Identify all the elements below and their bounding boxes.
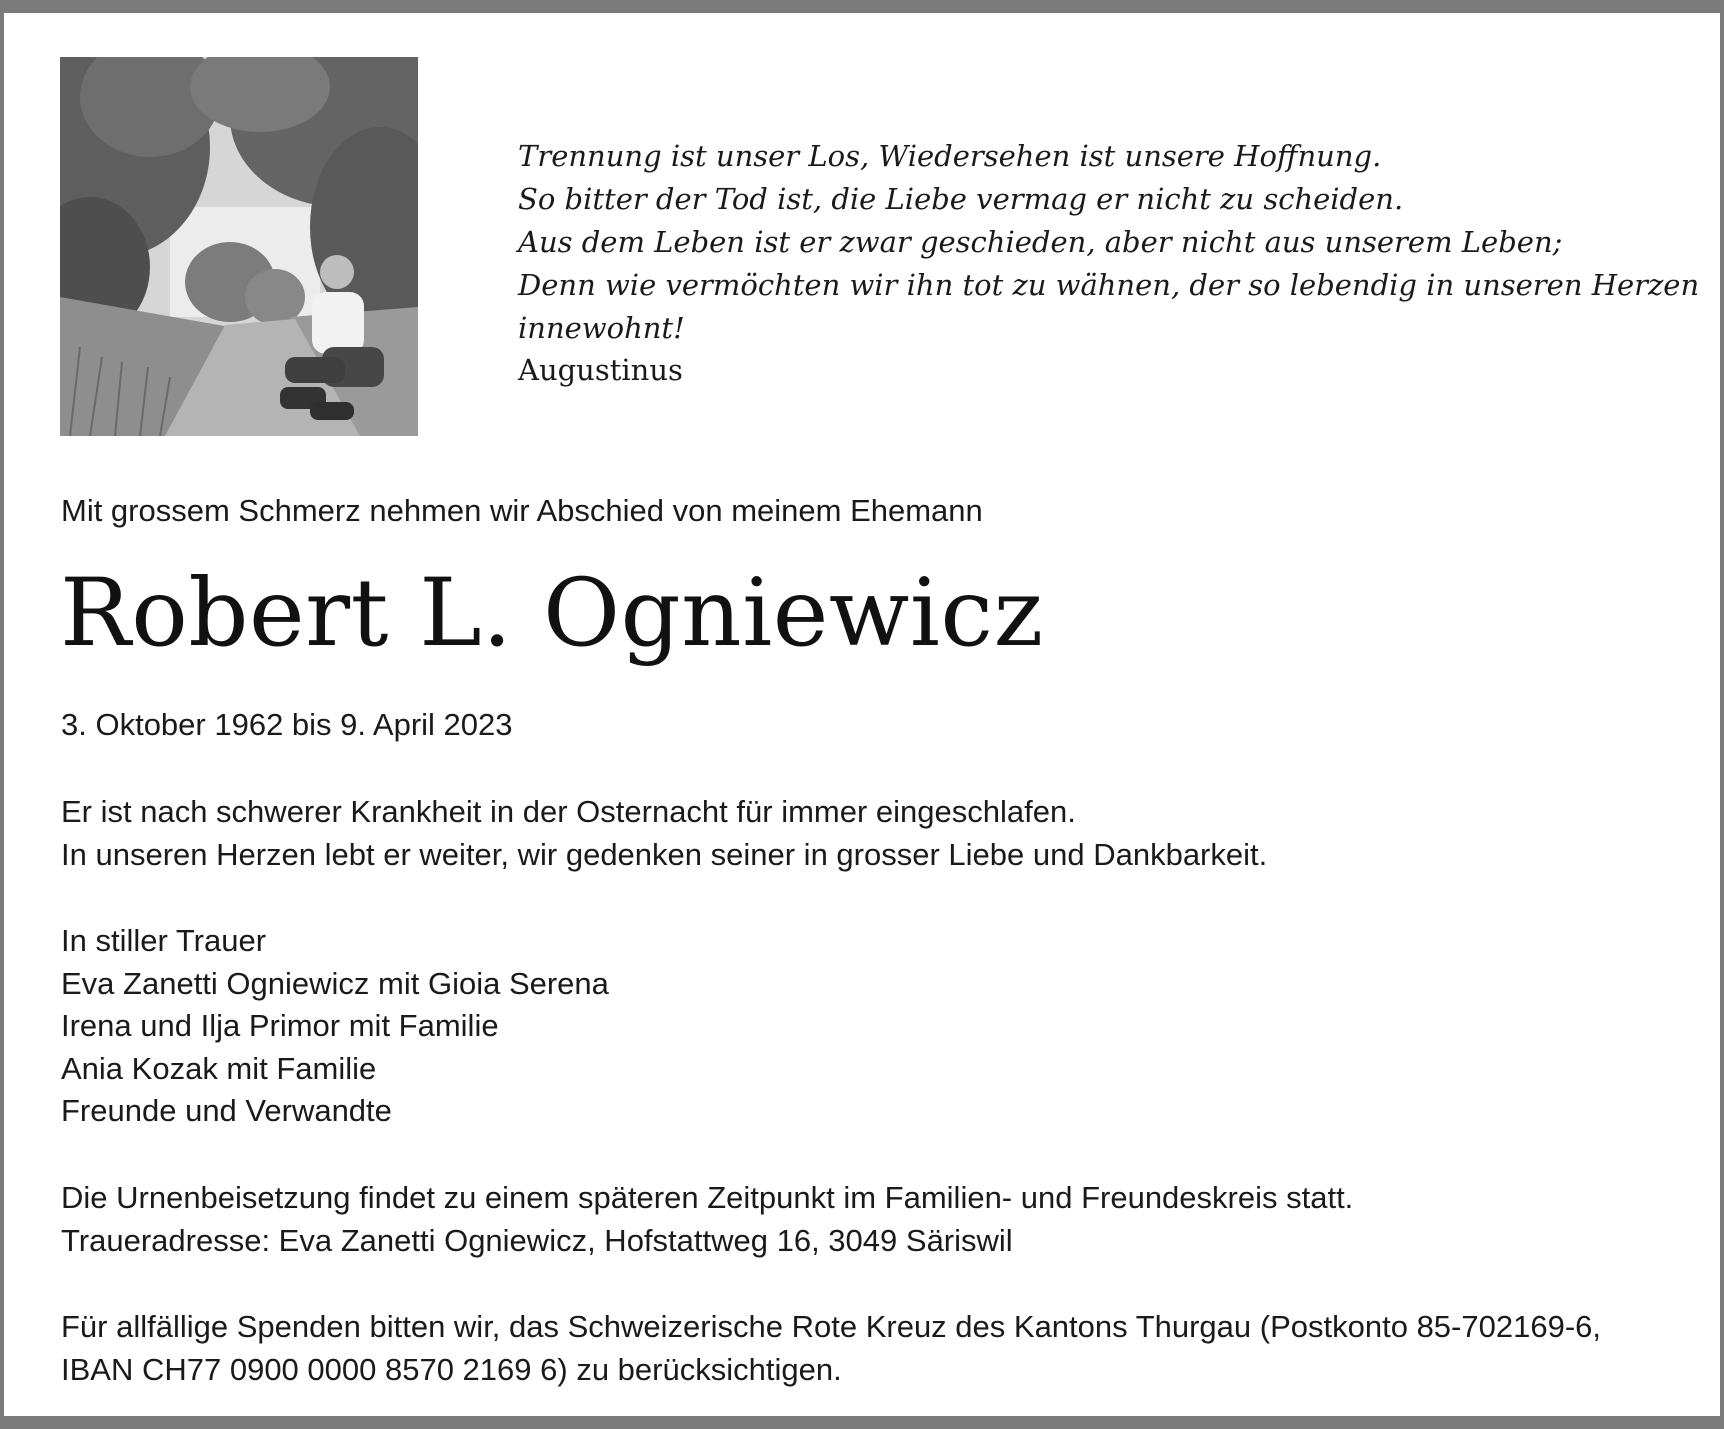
message-line: In unseren Herzen lebt er weiter, wir gedenken seiner in grosser Liebe und Dankbarkeit.	[61, 836, 1268, 872]
ceremony-address: Traueradresse: Eva Zanetti Ogniewicz, Hofstattweg 16, 3049 Säriswil	[61, 1222, 1013, 1258]
quote-line: Aus dem Leben ist er zwar geschieden, aber nicht aus unserem Leben;	[518, 225, 1563, 259]
life-dates: 3. Oktober 1962 bis 9. April 2023	[61, 707, 513, 742]
mourners-line: Irena und Ilja Primor mit Familie	[61, 1008, 499, 1043]
ceremony-block	[61, 1177, 1353, 1262]
mourners-line: Ania Kozak mit Familie	[61, 1050, 377, 1086]
quote-line: innewohnt!	[518, 311, 685, 345]
memorial-quote	[518, 135, 1700, 392]
quote-line: So bitter der Tod ist, die Liebe vermag er nicht zu scheiden.	[518, 182, 1404, 216]
mourners-line: Freunde und Verwandte	[61, 1093, 392, 1128]
mourners-block	[61, 920, 609, 1133]
message-block	[61, 791, 1267, 876]
portrait-photo-image	[60, 57, 418, 436]
donations-block	[61, 1306, 1601, 1391]
portrait-photo	[60, 57, 418, 436]
ceremony-line: Die Urnenbeisetzung findet zu einem späteren Zeitpunkt im Familien- und Freundeskreis statt.	[61, 1180, 1354, 1215]
donations-line: IBAN CH77 0900 0000 8570 2169 6) zu berücksichtigen.	[61, 1351, 842, 1387]
deceased-name: Robert L. Ogniewicz	[60, 559, 1044, 668]
donations-line: Für allfällige Spenden bitten wir, das Schweizerische Rote Kreuz des Kantons Thurgau (Postkonto 85-702169-6,	[61, 1309, 1601, 1344]
obituary-notice	[4, 13, 1720, 1416]
intro-text: Mit grossem Schmerz nehmen wir Abschied von meinem Ehemann	[61, 493, 983, 528]
mourners-line: Eva Zanetti Ogniewicz mit Gioia Serena	[61, 965, 609, 1001]
quote-author: Augustinus	[518, 353, 683, 387]
quote-line: Trennung ist unser Los, Wiedersehen ist unsere Hoffnung.	[518, 139, 1382, 173]
mourners-line: In stiller Trauer	[61, 923, 267, 958]
quote-line: Denn wie vermöchten wir ihn tot zu wähnen, der so lebendig in unseren Herzen	[518, 268, 1700, 302]
message-line: Er ist nach schwerer Krankheit in der Osternacht für immer eingeschlafen.	[61, 794, 1076, 829]
